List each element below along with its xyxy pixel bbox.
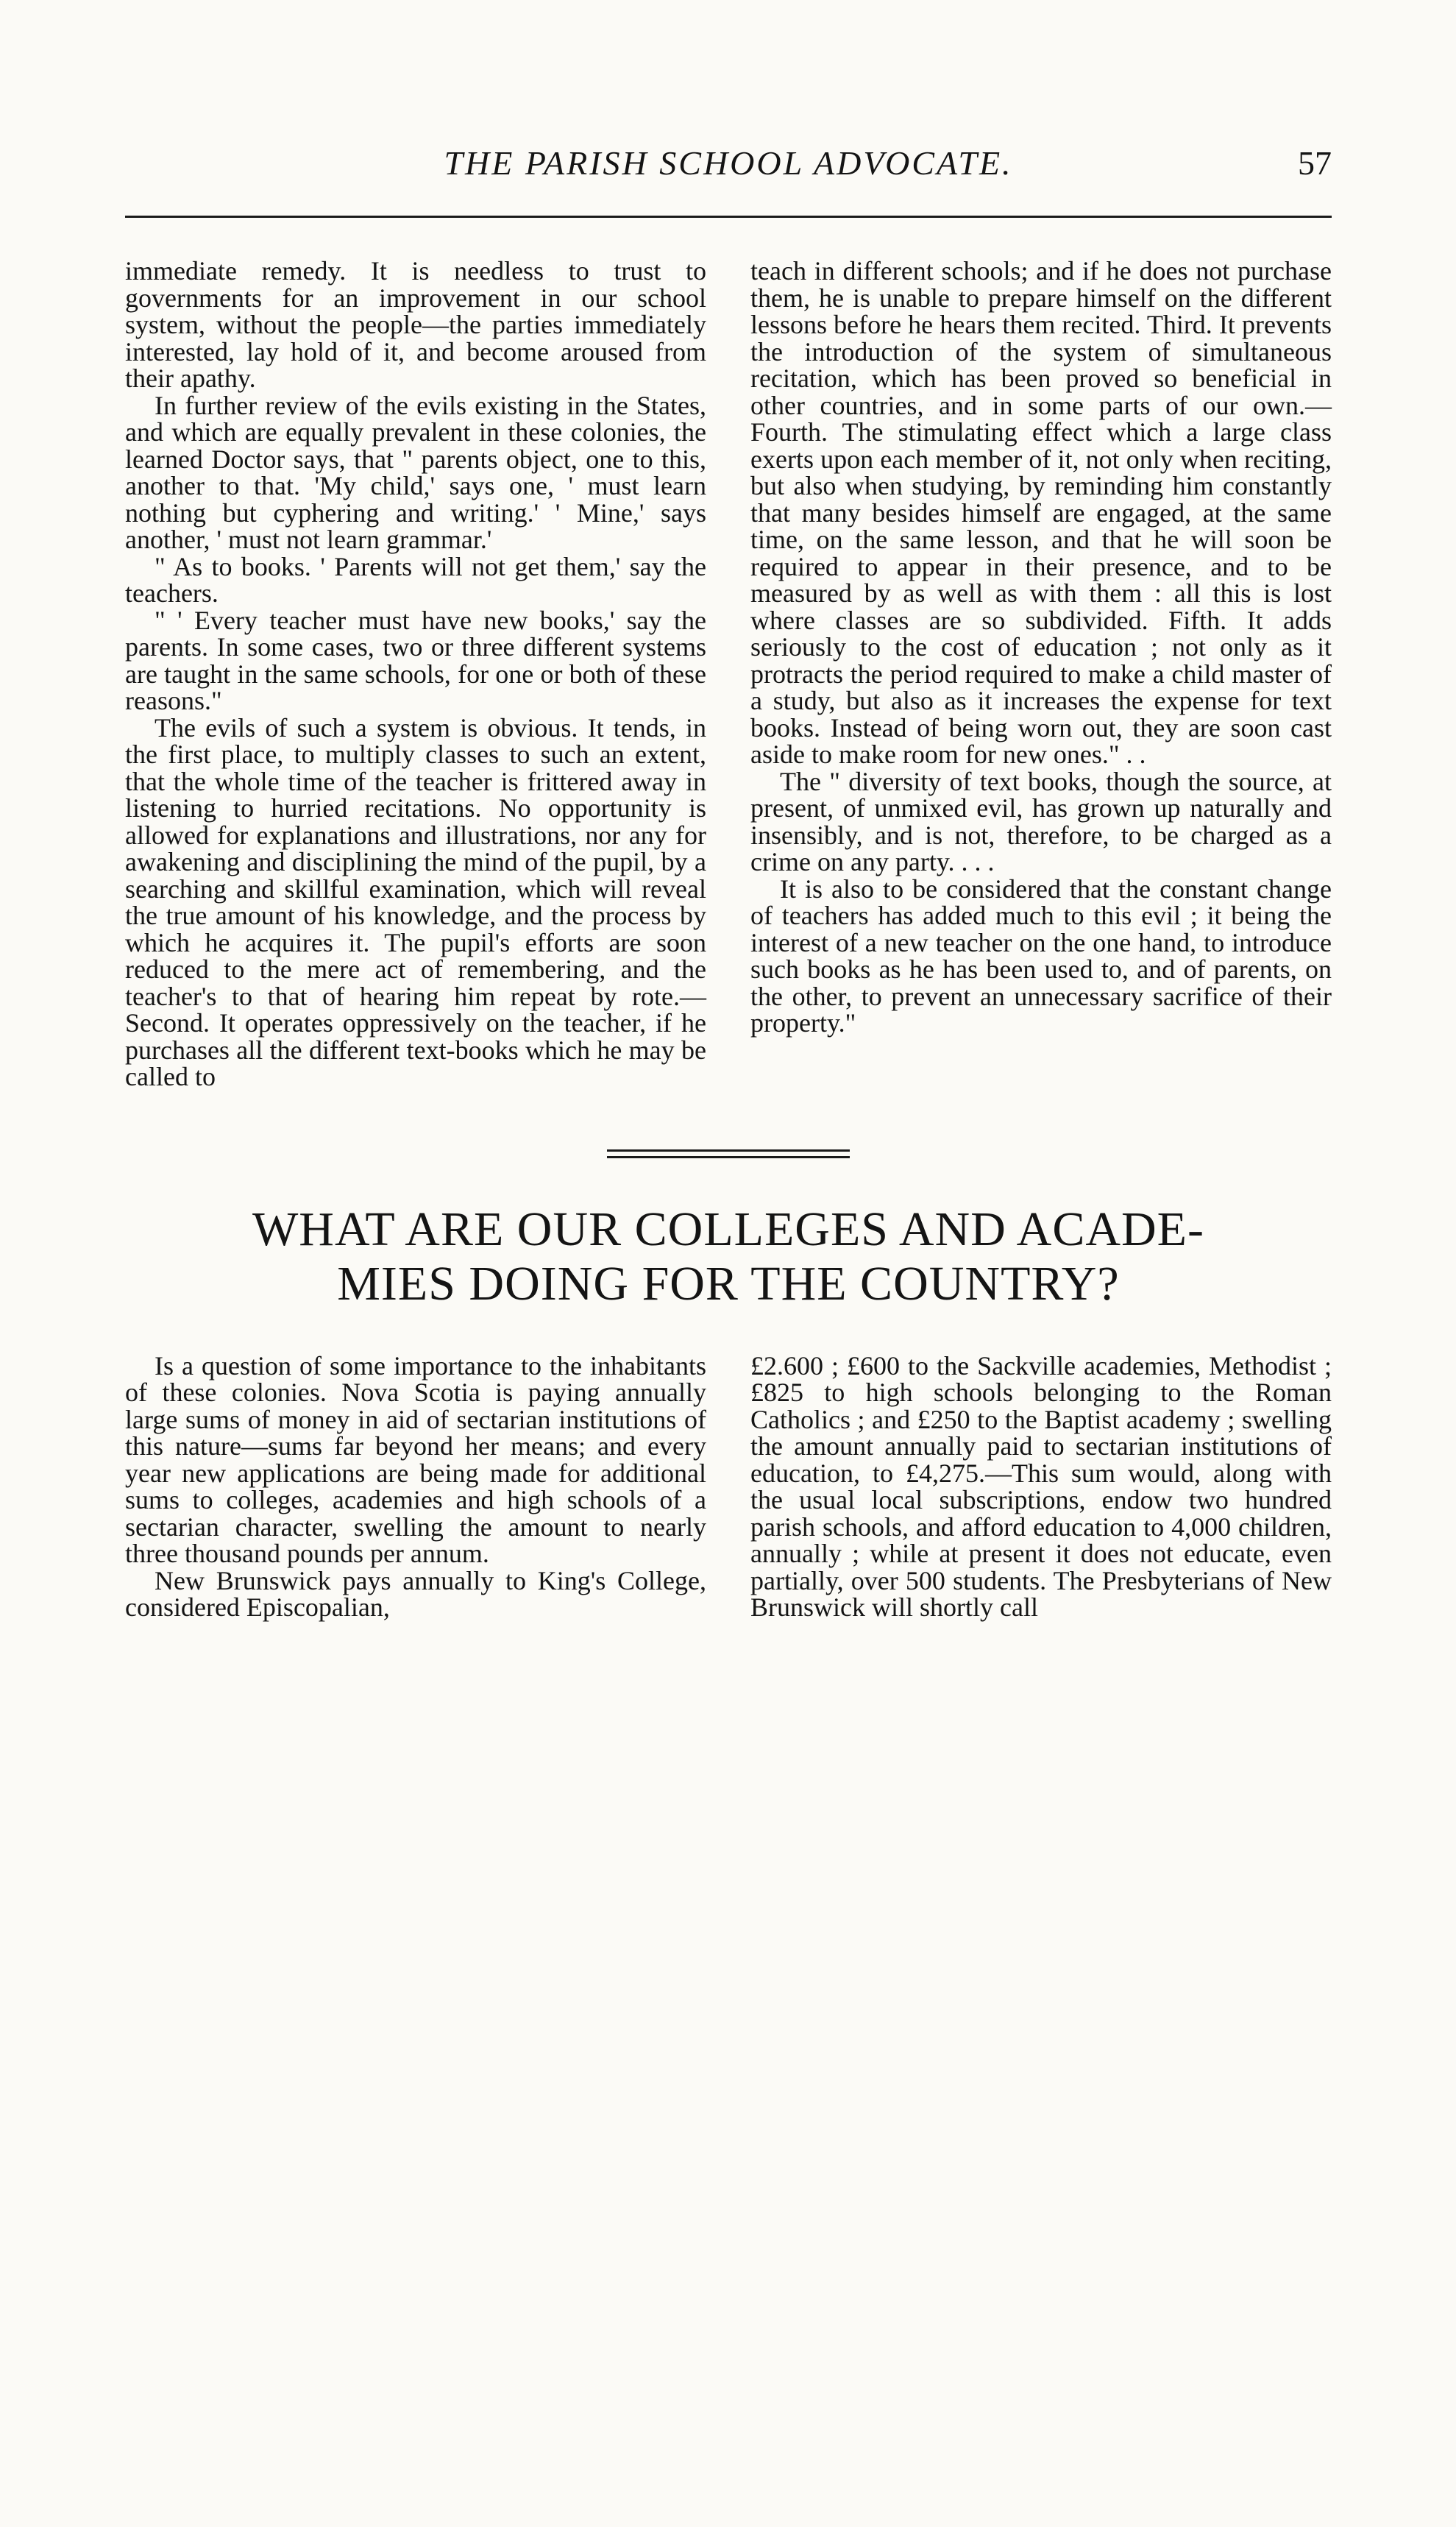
paragraph: immediate remedy. It is needless to trust to governments for an improvement in our school system, without the people—the parties immediately interested, lay hold of it, and become aroused from their apathy.	[125, 256, 706, 393]
running-title: THE PARISH SCHOOL ADVOCATE.	[444, 144, 1013, 182]
bottom-left-column	[125, 1350, 706, 1622]
bottom-right-column	[750, 1350, 1332, 1622]
paragraph: In further review of the evils existing in the States, and which are equally prevalent in these colonies, the learned Doctor says, that " parents object, one to this, another to that. 'My child,' says one, ' must learn nothing but cyphering and writing.' ' Mine,' says another, ' must not learn grammar.'	[125, 390, 706, 554]
section-divider	[607, 1149, 850, 1158]
top-left-column	[125, 258, 706, 1091]
running-head	[125, 129, 1332, 195]
divider-line	[607, 1156, 850, 1158]
top-right-column	[750, 258, 1332, 1091]
section-title-line: MIES DOING FOR THE COUNTRY?	[337, 1256, 1120, 1311]
section-title-line: WHAT ARE OUR COLLEGES AND ACADE-	[252, 1202, 1204, 1256]
section-title	[125, 1202, 1332, 1311]
paragraph: The " diversity of text books, though the source, at present, of unmixed evil, has grown up naturally and insensibly, and is not, therefore, to be charged as a crime on any party. . . .	[750, 766, 1332, 876]
page-number: 57	[1298, 144, 1332, 182]
paragraph: £2.600 ; £600 to the Sackville academies, Methodist ; £825 to high schools belonging to the Roman Catholics ; and £250 to the Baptist academy ; swelling the amount annually paid to sectarian institutions of education, to £4,275.—This sum would, along with the usual local subscriptions, endow two hundred parish schools, and afford education to 4,000 children, annually ; while at present it does not educate, even partially, over 500 students. The Presbyterians of New Brunswick will shortly call	[750, 1350, 1332, 1622]
paragraph: The evils of such a system is obvious. It tends, in the first place, to multiply classes to such an extent, that the whole time of the teacher is frittered away in listening to hurried recitations. No opportunity is allowed for explanations and illustrations, nor any for awakening and disciplining the mind of the pupil, by a searching and skillful examination, which will reveal the true amount of his knowledge, and the process by which he acquires it. The pupil's efforts are soon reduced to the mere act of remembering, and the teacher's to that of hearing him repeat by rote.—Second. It operates oppressively on the teacher, if he purchases all the different text-books which he may be called to	[125, 712, 706, 1091]
paragraph: " As to books. ' Parents will not get them,' say the teachers.	[125, 551, 706, 608]
header-rule	[125, 216, 1332, 218]
paragraph: teach in different schools; and if he does not purchase them, he is unable to prepare himself on the different lessons before he hears them recited. Third. It prevents the introduction of the system of simultaneous recitation, which has been proved so beneficial in other countries, and in some parts of our own.—Fourth. The stimulating effect which a large class exerts upon each member of it, not only when reciting, but also when studying, by reminding him constantly that many besides himself are engaged, at the same time, on the same lesson, and that he will soon be required to appear in their presence, and to be measured by as well as with them : all this is lost where classes are so subdivided. Fifth. It adds seriously to the cost of education ; not only as it protracts the period required to make a child master of a study, but also as it increases the expense for text books. Instead of being worn out, they are soon cast aside to make room for new ones." . .	[750, 256, 1332, 769]
paragraph: Is a question of some importance to the inhabitants of these colonies. Nova Scotia is paying annually large sums of money in aid of sectarian institutions of this nature—sums far beyond her means; and every year new applications are being made for additional sums to colleges, academies and high schools of a sectarian character, swelling the amount to nearly three thousand pounds per annum.	[125, 1350, 706, 1568]
divider-line	[607, 1149, 850, 1152]
page	[125, 129, 1332, 2484]
paragraph: It is also to be considered that the constant change of teachers has added much to this evil ; it being the interest of a new teacher on the one hand, to introduce such books as he has been used to, and of parents, on the other, to prevent an unnecessary sacrifice of their property."	[750, 873, 1332, 1038]
paragraph: New Brunswick pays annually to King's College, considered Episcopalian,	[125, 1565, 706, 1622]
top-columns	[125, 258, 1332, 1091]
bottom-columns	[125, 1350, 1332, 1622]
paragraph: " ' Every teacher must have new books,' say the parents. In some cases, two or three different systems are taught in the same schools, for one or both of these reasons."	[125, 605, 706, 715]
